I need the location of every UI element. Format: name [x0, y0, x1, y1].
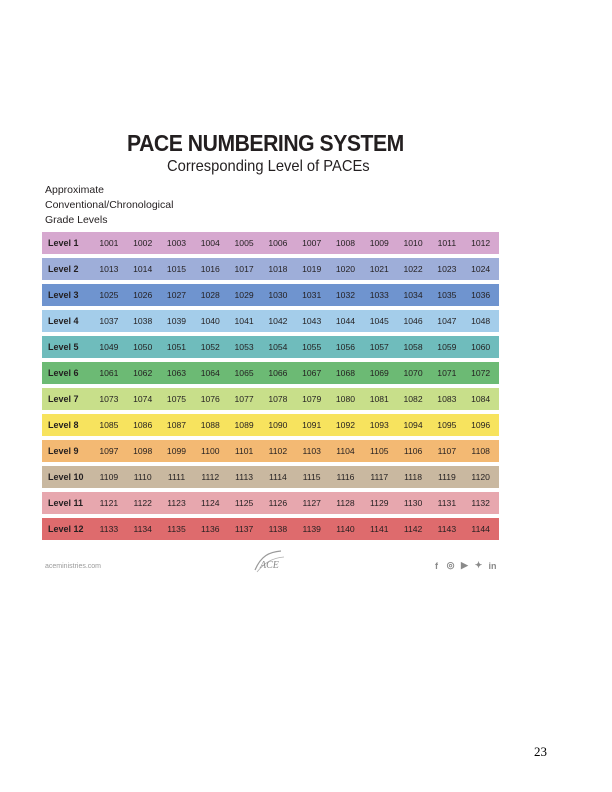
pace-number: 1056	[335, 342, 356, 352]
pace-number: 1097	[99, 446, 119, 456]
level-label: Level 1	[48, 238, 79, 248]
chart-subtitle: Corresponding Level of PACEs	[167, 158, 370, 175]
chart-title: PACE NUMBERING SYSTEM	[127, 130, 404, 156]
pace-number: 1133	[99, 524, 119, 534]
pace-number: 1136	[201, 524, 220, 534]
pace-number: 1065	[234, 368, 254, 378]
pace-number: 1105	[370, 446, 389, 456]
pace-number: 1129	[370, 498, 389, 508]
pace-number: 1100	[201, 446, 220, 456]
pace-number: 1138	[268, 524, 288, 534]
pace-number: 1032	[335, 290, 356, 300]
facebook-icon[interactable]: f	[435, 560, 438, 571]
level-row	[42, 492, 499, 514]
pace-number: 1015	[166, 264, 187, 274]
level-row	[42, 232, 499, 254]
pace-number: 1066	[268, 368, 288, 378]
pace-number: 1007	[302, 238, 322, 248]
pace-number: 1047	[437, 316, 457, 326]
pace-number: 1141	[370, 524, 389, 534]
level-row	[42, 518, 499, 540]
pace-number: 1016	[200, 264, 220, 274]
pace-number: 1010	[403, 238, 423, 248]
pace-number: 1089	[234, 420, 254, 430]
level-row	[42, 284, 499, 306]
pace-number: 1030	[268, 290, 288, 300]
pace-number: 1057	[369, 342, 389, 352]
pace-number: 1119	[437, 472, 456, 482]
pace-number: 1062	[133, 368, 153, 378]
pace-number: 1020	[335, 264, 356, 274]
pace-number: 1001	[99, 238, 119, 248]
pace-number: 1021	[369, 264, 389, 274]
pace-number: 1085	[99, 420, 119, 430]
level-label: Level 3	[48, 290, 79, 300]
pace-number: 1144	[471, 524, 490, 534]
pace-number: 1013	[99, 264, 119, 274]
pace-number: 1004	[200, 238, 220, 248]
grade-label-line: Grade Levels	[45, 214, 108, 226]
pace-number: 1014	[133, 264, 153, 274]
pace-number: 1035	[437, 290, 457, 300]
pace-number: 1106	[403, 446, 423, 456]
pace-number: 1142	[403, 524, 423, 534]
level-label: Level 4	[48, 316, 79, 326]
pace-number: 1053	[234, 342, 254, 352]
twitter-icon[interactable]: ✦	[474, 560, 483, 570]
pace-number: 1094	[403, 420, 423, 430]
pace-number: 1084	[471, 394, 491, 404]
pace-number: 1090	[268, 420, 288, 430]
pace-number: 1046	[403, 316, 423, 326]
pace-number: 1121	[99, 498, 119, 508]
pace-number: 1017	[234, 264, 254, 274]
pace-chart-card	[35, 108, 507, 588]
level-label: Level 5	[48, 342, 79, 352]
pace-number: 1076	[200, 394, 220, 404]
level-row	[42, 310, 499, 332]
pace-number: 1132	[471, 498, 490, 508]
pace-number: 1027	[166, 290, 187, 300]
pace-number: 1037	[99, 316, 119, 326]
level-row	[42, 336, 499, 358]
social-icons	[431, 560, 498, 571]
pace-number: 1140	[336, 524, 355, 534]
pace-number: 1011	[437, 238, 457, 248]
pace-level-table	[42, 232, 499, 544]
pace-number: 1087	[166, 420, 187, 430]
youtube-icon[interactable]: ▶	[461, 560, 468, 570]
page-number: 23	[534, 744, 547, 759]
pace-number: 1098	[133, 446, 153, 456]
pace-number: 1104	[336, 446, 355, 456]
pace-number: 1034	[403, 290, 423, 300]
pace-number: 1091	[302, 420, 322, 430]
pace-number: 1109	[99, 472, 119, 482]
pace-number: 1031	[302, 290, 322, 300]
pace-number: 1051	[166, 342, 187, 352]
pace-number: 1113	[235, 472, 253, 482]
instagram-icon[interactable]: ◎	[446, 560, 455, 570]
pace-number: 1028	[200, 290, 220, 300]
grade-label-line: Approximate	[45, 184, 104, 196]
pace-number: 1042	[268, 316, 288, 326]
pace-number: 1039	[166, 316, 187, 326]
pace-number: 1135	[167, 524, 186, 534]
pace-number: 1024	[471, 264, 491, 274]
pace-number: 1115	[302, 472, 321, 482]
pace-number: 1023	[437, 264, 457, 274]
pace-number: 1118	[404, 472, 422, 482]
pace-number: 1107	[437, 446, 457, 456]
pace-number: 1092	[335, 420, 356, 430]
pace-number: 1114	[268, 472, 287, 482]
pace-number: 1043	[302, 316, 322, 326]
pace-number: 1099	[166, 446, 187, 456]
pace-number: 1078	[268, 394, 288, 404]
pace-number: 1095	[437, 420, 457, 430]
pace-number: 1003	[166, 238, 187, 248]
pace-number: 1102	[268, 446, 288, 456]
pace-number: 1050	[133, 342, 153, 352]
pace-number: 1075	[166, 394, 187, 404]
pace-number: 1048	[471, 316, 491, 326]
pace-number: 1080	[335, 394, 356, 404]
pace-number: 1009	[369, 238, 389, 248]
pace-number: 1110	[133, 472, 152, 482]
pace-number: 1069	[369, 368, 389, 378]
level-label: Level 12	[48, 524, 84, 534]
pace-number: 1088	[200, 420, 220, 430]
pace-number: 1077	[234, 394, 254, 404]
grade-label-line: Conventional/Chronological	[45, 199, 174, 211]
level-label: Level 9	[48, 446, 79, 456]
pace-number: 1103	[302, 446, 321, 456]
level-row	[42, 258, 499, 280]
pace-number: 1059	[437, 342, 457, 352]
pace-number: 1086	[133, 420, 153, 430]
pace-number: 1082	[403, 394, 423, 404]
level-row	[42, 388, 499, 410]
pace-number: 1055	[302, 342, 322, 352]
pace-number: 1128	[336, 498, 355, 508]
pace-number: 1125	[234, 498, 254, 508]
pace-number: 1126	[268, 498, 288, 508]
pace-number: 1124	[201, 498, 220, 508]
level-label: Level 11	[48, 498, 84, 508]
pace-number: 1071	[437, 368, 457, 378]
pace-number: 1137	[234, 524, 254, 534]
level-label: Level 6	[48, 368, 79, 378]
level-label: Level 8	[48, 420, 79, 430]
level-row	[42, 362, 499, 384]
pace-number: 1122	[133, 498, 152, 508]
pace-number: 1033	[369, 290, 389, 300]
pace-number: 1018	[268, 264, 288, 274]
pace-number: 1074	[133, 394, 153, 404]
pace-number: 1072	[471, 368, 491, 378]
pace-number: 1038	[133, 316, 153, 326]
pace-number: 1131	[437, 498, 457, 508]
pace-number: 1081	[369, 394, 389, 404]
pace-number: 1111	[167, 472, 186, 482]
pace-number: 1112	[201, 472, 220, 482]
pace-number: 1002	[133, 238, 153, 248]
pace-number: 1019	[302, 264, 322, 274]
pace-number: 1120	[471, 472, 490, 482]
level-label: Level 2	[48, 264, 79, 274]
pace-number: 1044	[335, 316, 356, 326]
pace-number: 1026	[133, 290, 153, 300]
pace-number: 1008	[335, 238, 356, 248]
pace-number: 1070	[403, 368, 423, 378]
pace-number: 1029	[234, 290, 254, 300]
pace-number: 1143	[437, 524, 457, 534]
pace-number: 1025	[99, 290, 119, 300]
pace-number: 1045	[369, 316, 389, 326]
level-row	[42, 466, 499, 488]
pace-number: 1060	[471, 342, 491, 352]
pace-number: 1123	[167, 498, 186, 508]
pace-number: 1083	[437, 394, 457, 404]
level-row	[42, 440, 499, 462]
pace-number: 1012	[471, 238, 491, 248]
pace-number: 1079	[302, 394, 322, 404]
pace-number: 1096	[471, 420, 491, 430]
pace-number: 1073	[99, 394, 119, 404]
pace-number: 1049	[99, 342, 119, 352]
pace-number: 1036	[471, 290, 491, 300]
pace-number: 1093	[369, 420, 389, 430]
footer-url: aceministries.com	[45, 563, 102, 570]
level-label: Level 10	[48, 472, 84, 482]
pace-number: 1116	[336, 472, 355, 482]
pace-number: 1052	[200, 342, 220, 352]
pace-number: 1022	[403, 264, 423, 274]
pace-number: 1139	[302, 524, 321, 534]
pace-number: 1101	[234, 446, 254, 456]
pace-number: 1041	[234, 316, 254, 326]
pace-number: 1061	[99, 368, 119, 378]
pace-number: 1117	[370, 472, 389, 482]
pace-number: 1006	[268, 238, 288, 248]
pace-number: 1058	[403, 342, 423, 352]
level-row	[42, 414, 499, 436]
pace-number: 1005	[234, 238, 254, 248]
pace-number: 1068	[335, 368, 356, 378]
pace-number: 1054	[268, 342, 288, 352]
pace-number: 1040	[200, 316, 220, 326]
pace-number: 1130	[403, 498, 423, 508]
pace-number: 1108	[471, 446, 490, 456]
pace-number: 1134	[133, 524, 152, 534]
level-label: Level 7	[48, 394, 79, 404]
ace-logo	[251, 548, 287, 574]
pace-number: 1063	[166, 368, 187, 378]
logo-text: ACE	[260, 560, 279, 571]
pace-number: 1067	[302, 368, 322, 378]
linkedin-icon[interactable]: in	[488, 560, 497, 571]
grade-levels-label	[45, 183, 173, 228]
pace-number: 1064	[200, 368, 220, 378]
pace-number: 1127	[302, 498, 321, 508]
